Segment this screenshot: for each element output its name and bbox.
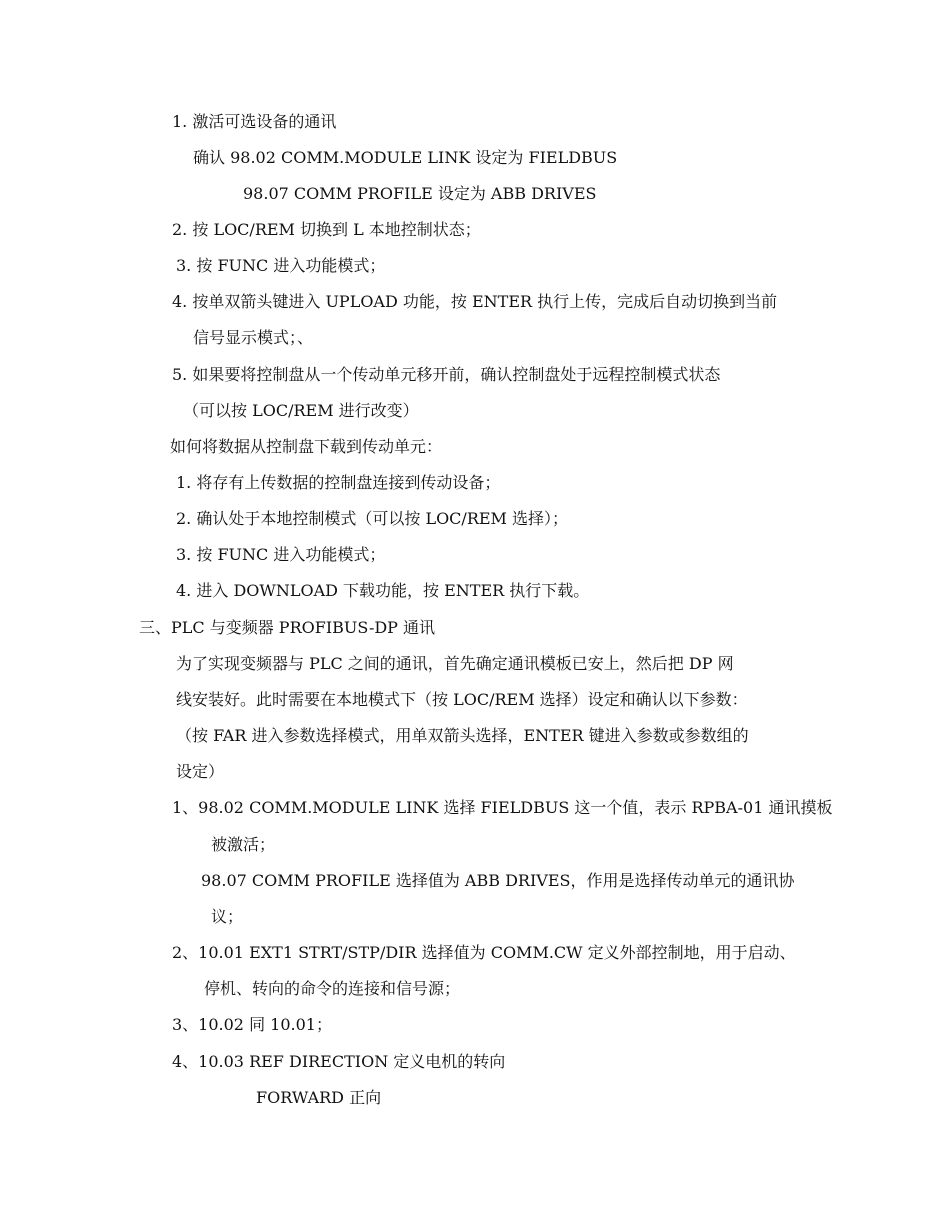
step-5-remove-panel: 5. 如果要将控制盘从一个传动单元移开前，确认控制盘处于远程控制模式状态: [172, 365, 721, 384]
intro-paragraph-line-1: 为了实现变频器与 PLC 之间的通讯，首先确定通讯模板已安上，然后把 DP 网: [176, 654, 734, 673]
download-step-1: 1. 将存有上传数据的控制盘连接到传动设备；: [176, 473, 501, 492]
confirm-comm-module-link: 确认 98.02 COMM.MODULE LINK 设定为 FIELDBUS: [193, 148, 618, 167]
step-4-upload-cont: 信号显示模式；、: [193, 328, 314, 347]
download-step-3: 3. 按 FUNC 进入功能模式；: [176, 545, 386, 564]
step-2-loc-rem: 2. 按 LOC/REM 切换到 L 本地控制状态；: [172, 220, 481, 239]
param-1-cont: 被激活；: [211, 835, 276, 854]
download-step-4: 4. 进入 DOWNLOAD 下载功能，按 ENTER 执行下载。: [176, 581, 590, 600]
comm-profile-setting: 98.07 COMM PROFILE 设定为 ABB DRIVES: [243, 184, 597, 203]
step-1-activate-comm: 1. 激活可选设备的通讯: [172, 112, 337, 131]
download-step-2: 2. 确认处于本地控制模式（可以按 LOC/REM 选择）；: [176, 509, 569, 528]
param-1-comm-profile-cont: 议；: [211, 907, 244, 926]
param-1-comm-profile: 98.07 COMM PROFILE 选择值为 ABB DRIVES，作用是选择传动单元的通讯协: [201, 871, 795, 890]
download-heading: 如何将数据从控制盘下载到传动单元：: [170, 437, 443, 456]
intro-paragraph-line-4: 设定）: [176, 762, 225, 781]
param-3: 3、10.02 同 10.01；: [172, 1015, 332, 1034]
step-3-func: 3. 按 FUNC 进入功能模式；: [176, 256, 386, 275]
param-2-cont: 停机、转向的命令的连接和信号源；: [204, 979, 461, 998]
section-3-heading: 三、PLC 与变频器 PROFIBUS-DP 通讯: [139, 618, 436, 637]
param-2-ext1: 2、10.01 EXT1 STRT/STP/DIR 选择值为 COMM.CW 定义外部控制地，用于启动、: [172, 943, 796, 962]
intro-paragraph-line-2: 线安装好。此时需要在本地模式下（按 LOC/REM 选择）设定和确认以下参数：: [176, 690, 748, 709]
param-4-ref-direction: 4、10.03 REF DIRECTION 定义电机的转向: [172, 1052, 506, 1071]
step-5-remove-panel-cont: （可以按 LOC/REM 进行改变）: [183, 401, 419, 420]
step-4-upload: 4. 按单双箭头键进入 UPLOAD 功能，按 ENTER 执行上传，完成后自动切换到当前: [172, 292, 778, 311]
intro-paragraph-line-3: （按 FAR 进入参数选择模式，用单双箭头选择，ENTER 键进入参数或参数组的: [176, 726, 749, 745]
param-4-forward: FORWARD 正向: [256, 1088, 382, 1107]
param-1-comm-module-link: 1、98.02 COMM.MODULE LINK 选择 FIELDBUS 这一个值，表示 RPBA-01 通讯摸板: [172, 798, 833, 817]
